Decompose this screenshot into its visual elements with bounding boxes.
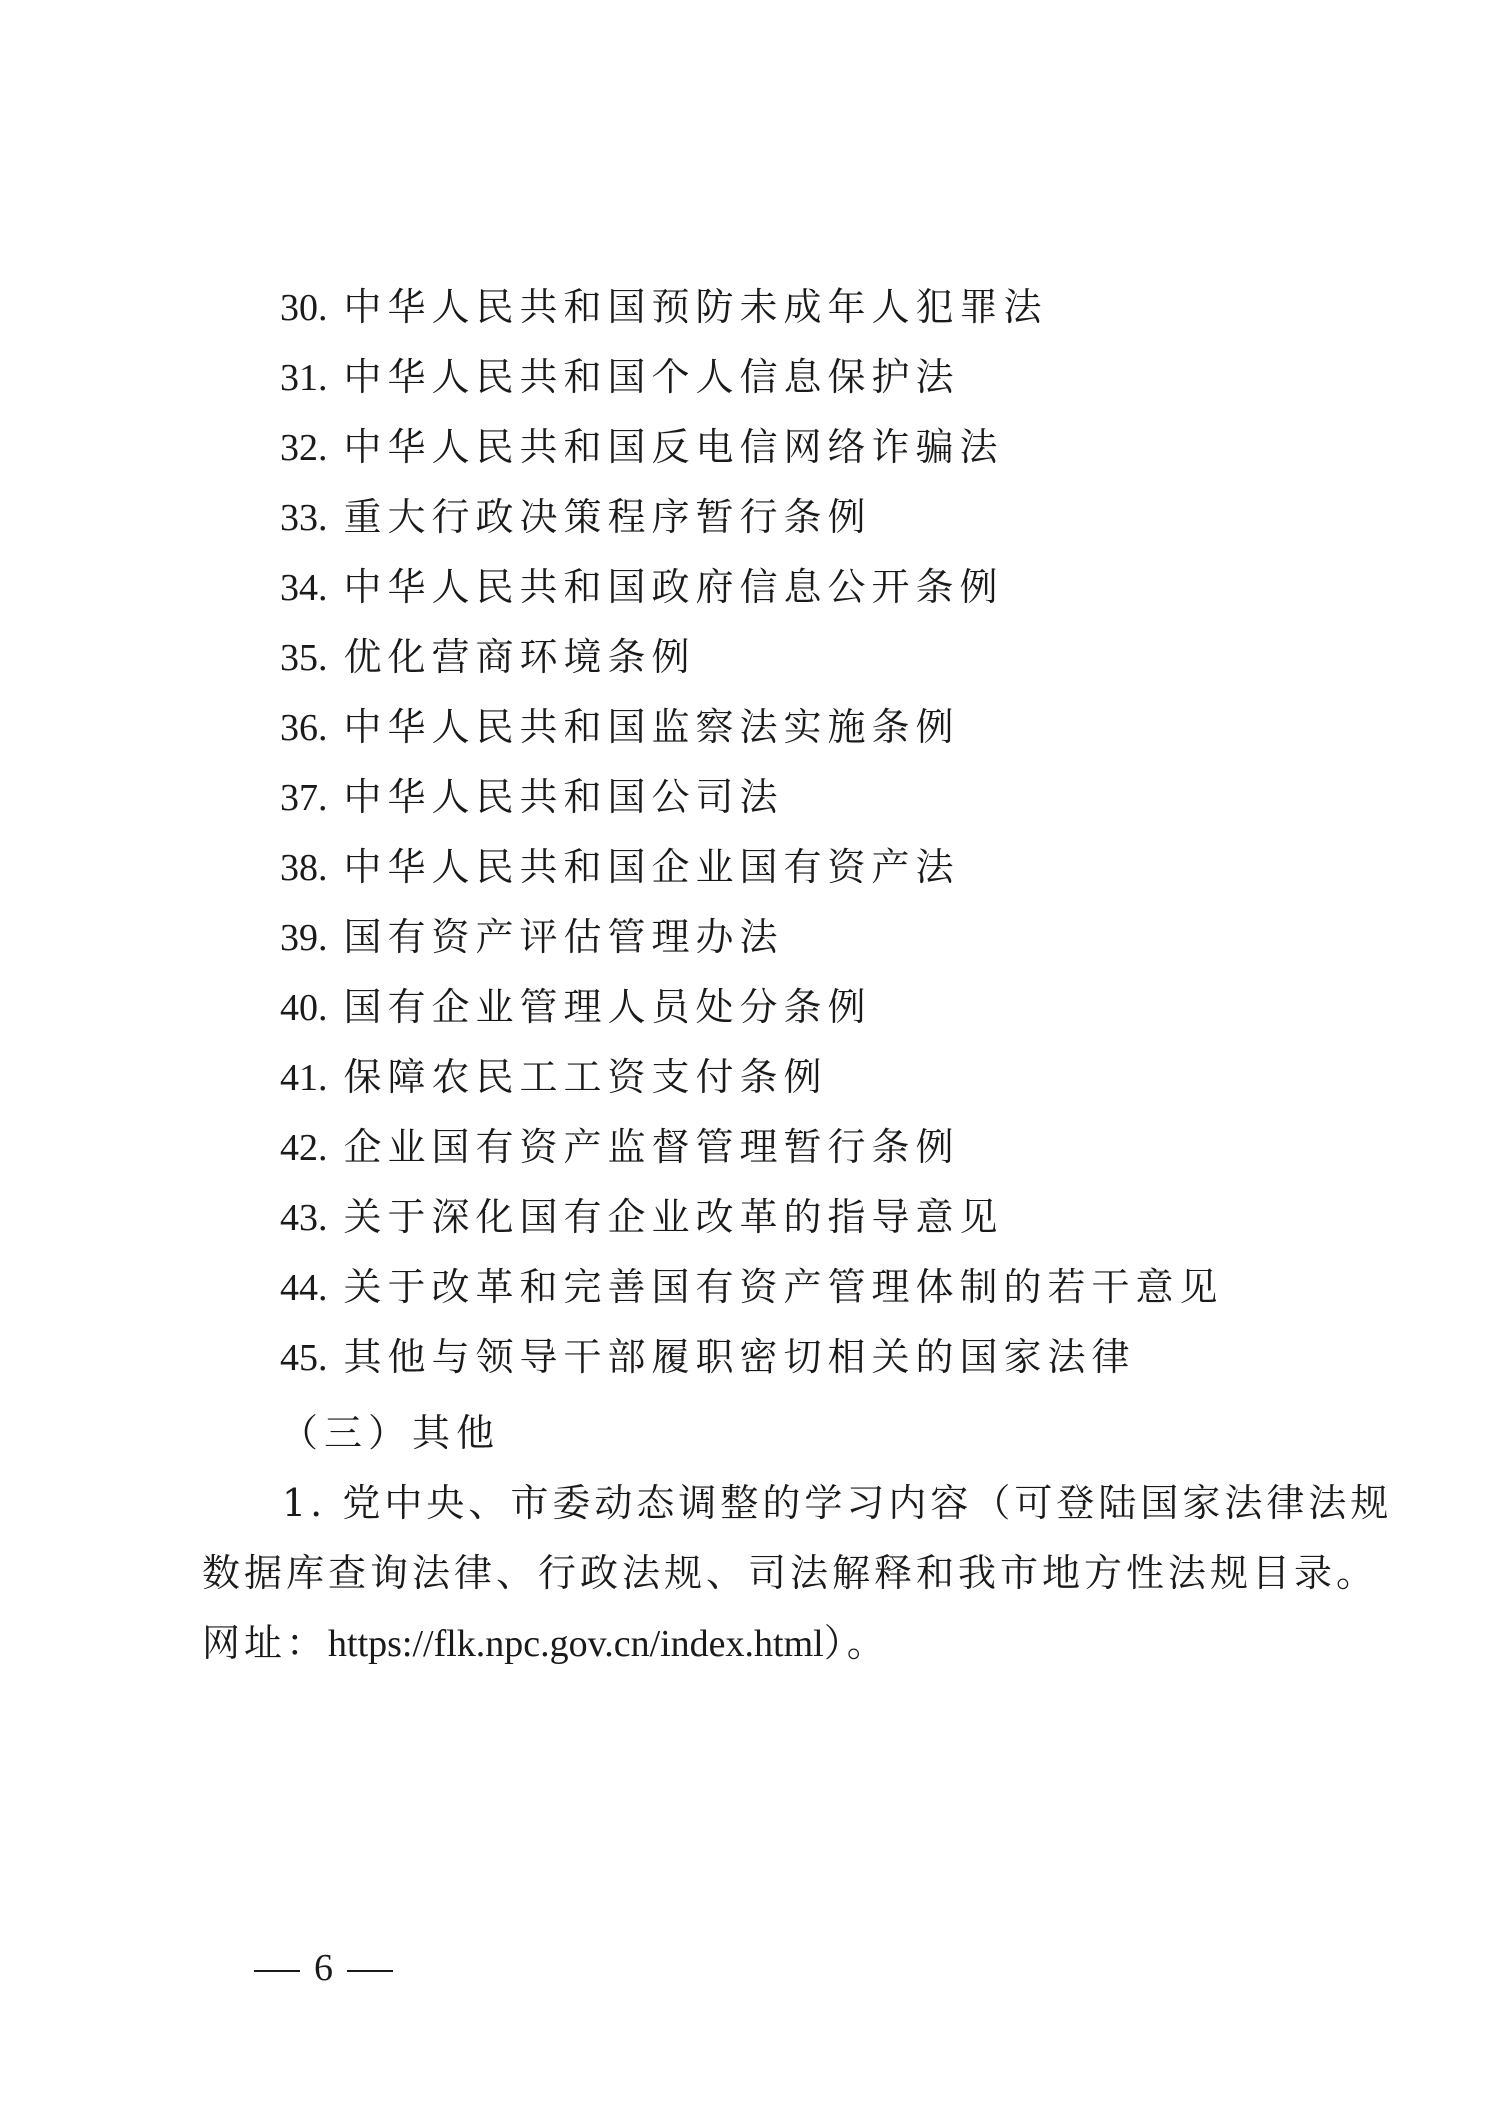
note-paragraph: [202, 1468, 1393, 1678]
list-item: [280, 342, 1330, 412]
list-item-number: 39.: [280, 917, 328, 959]
list-item-number: 35.: [280, 637, 328, 679]
list-item-number: 32.: [280, 427, 328, 469]
list-item: [280, 412, 1330, 482]
list-item-number: 37.: [280, 777, 328, 819]
list-item-text: 中华人民共和国个人信息保护法: [343, 355, 960, 399]
list-item: [280, 1252, 1330, 1322]
list-item: [280, 272, 1330, 342]
list-item: [280, 482, 1330, 552]
list-item: [280, 1322, 1330, 1392]
paragraph-line-2: 数据库查询法律、行政法规、司法解释和我市地方性法规目录。: [202, 1551, 1379, 1595]
list-item-number: 42.: [280, 1127, 328, 1169]
list-item-text: 国有资产评估管理办法: [343, 915, 784, 959]
list-item-text: 中华人民共和国政府信息公开条例: [343, 565, 1004, 609]
list-item-text: 企业国有资产监督管理暂行条例: [343, 1125, 960, 1169]
list-item: [280, 1112, 1330, 1182]
list-item-number: 41.: [280, 1057, 328, 1099]
url-suffix: ）。: [823, 1621, 889, 1665]
list-item-number: 40.: [280, 987, 328, 1029]
list-item-text: 中华人民共和国预防未成年人犯罪法: [343, 285, 1048, 329]
section-heading: （三）其他: [280, 1411, 501, 1455]
list-item-text: 关于深化国有企业改革的指导意见: [343, 1195, 1004, 1239]
dash-right-icon: [347, 1970, 393, 1972]
list-item: [280, 832, 1330, 902]
list-item: [280, 1042, 1330, 1112]
list-item-number: 36.: [280, 707, 328, 749]
law-list: [280, 272, 1330, 1392]
database-url-link[interactable]: https://flk.npc.gov.cn/index.html: [328, 1623, 824, 1665]
list-item: [280, 692, 1330, 762]
list-item-number: 30.: [280, 287, 328, 329]
list-item-number: 34.: [280, 567, 328, 609]
list-item-number: 31.: [280, 357, 328, 399]
paragraph-line-1: 1. 党中央、市委动态调整的学习内容（可登陆国家法律法规: [282, 1481, 1393, 1525]
list-item: [280, 902, 1330, 972]
list-item-text: 中华人民共和国反电信网络诈骗法: [343, 425, 1004, 469]
list-item-text: 中华人民共和国监察法实施条例: [343, 705, 960, 749]
list-item-text: 保障农民工工资支付条例: [343, 1055, 828, 1099]
list-item-number: 33.: [280, 497, 328, 539]
list-item: [280, 972, 1330, 1042]
url-prefix: 网址：: [202, 1621, 329, 1665]
paragraph-line-3: [202, 1608, 1312, 1678]
list-item-text: 国有企业管理人员处分条例: [343, 985, 872, 1029]
list-item-number: 43.: [280, 1197, 328, 1239]
list-item-text: 优化营商环境条例: [343, 635, 696, 679]
page-number-value: 6: [314, 1947, 333, 1989]
list-item-number: 38.: [280, 847, 328, 889]
list-item: [280, 622, 1330, 692]
list-item-text: 中华人民共和国公司法: [343, 775, 784, 819]
list-item: [280, 1182, 1330, 1252]
list-item-number: 45.: [280, 1337, 328, 1379]
page-number: [240, 1938, 407, 1998]
list-item-text: 重大行政决策程序暂行条例: [343, 495, 872, 539]
list-item-text: 其他与领导干部履职密切相关的国家法律: [343, 1335, 1136, 1379]
list-item-number: 44.: [280, 1267, 328, 1309]
list-item: [280, 762, 1330, 832]
list-item-text: 中华人民共和国企业国有资产法: [343, 845, 960, 889]
list-item-text: 关于改革和完善国有资产管理体制的若干意见: [343, 1265, 1224, 1309]
list-item: [280, 552, 1330, 622]
dash-left-icon: [254, 1970, 300, 1972]
